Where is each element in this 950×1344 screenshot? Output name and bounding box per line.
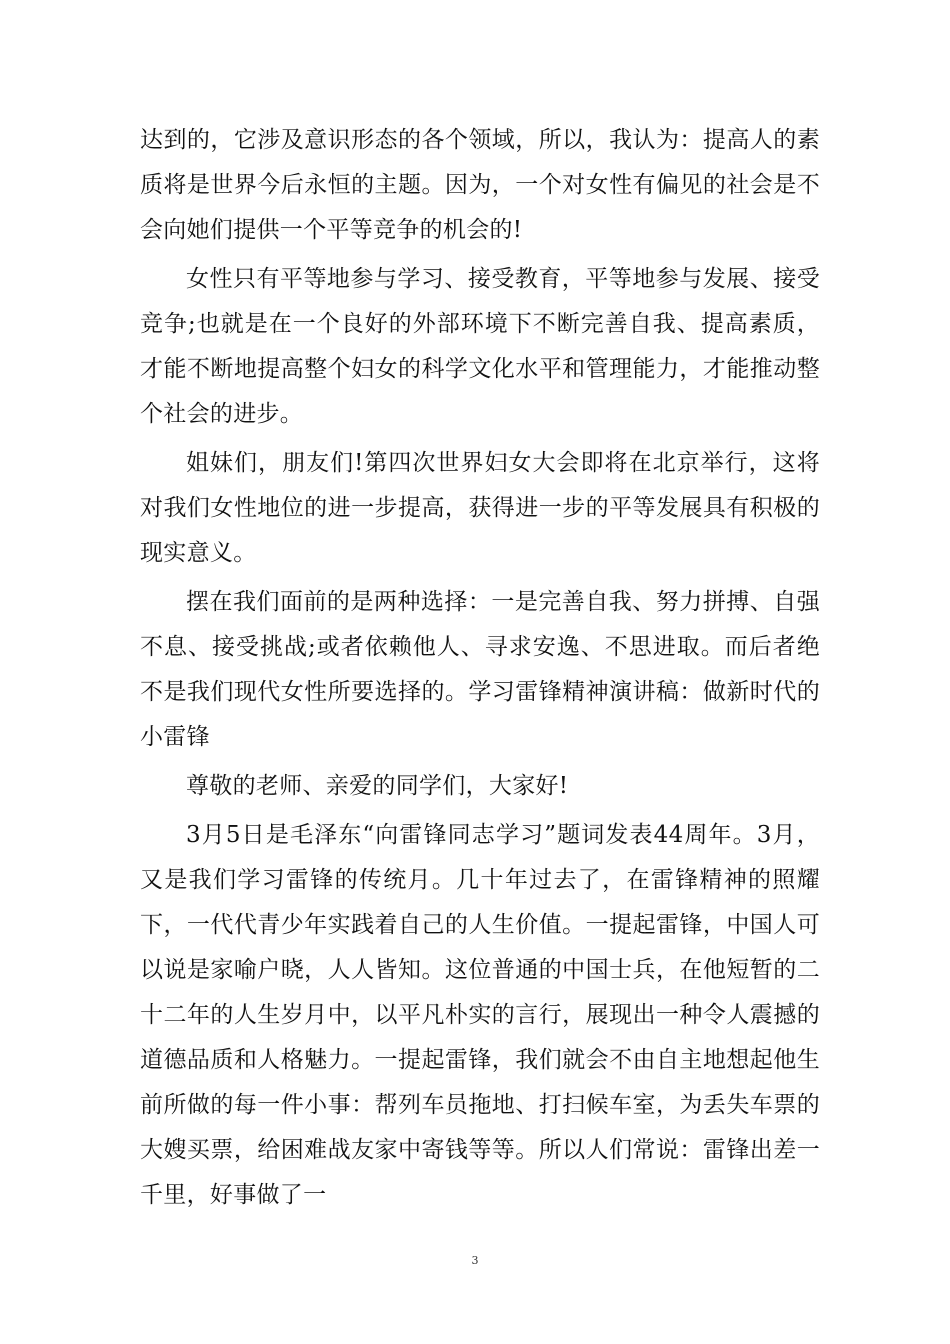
page-number: 3 (471, 1254, 479, 1267)
paragraph-4: 摆在我们面前的是两种选择：一是完善自我、努力拼搏、自强不息、接受挑战;或者依赖他人、寻求安逸、不思进取。而后者绝不是我们现代女性所要选择的。学习雷锋精神演讲稿：做新时代的小雷锋 (140, 589, 820, 750)
paragraph-2: 女性只有平等地参与学习、接受教育，平等地参与发展、接受竞争;也就是在一个良好的外部环境下不断完善自我、提高素质，才能不断地提高整个妇女的科学文化水平和管理能力，才能推动整个社会的进步。 (140, 266, 820, 427)
document-body (140, 118, 820, 1222)
paragraph-3: 姐妹们，朋友们!第四次世界妇女大会即将在北京举行，这将对我们女性地位的进一步提高，获得进一步的平等发展具有积极的现实意义。 (140, 450, 820, 566)
paragraph-1: 达到的，它涉及意识形态的各个领域，所以，我认为：提高人的素质将是世界今后永恒的主题。因为，一个对女性有偏见的社会是不会向她们提供一个平等竞争的机会的! (140, 127, 820, 243)
paragraph-6: 3月5日是毛泽东“向雷锋同志学习”题词发表44周年。3月，又是我们学习雷锋的传统月。几十年过去了，在雷锋精神的照耀下，一代代青少年实践着自己的人生价值。一提起雷锋，中国人可以说是家喻户晓，人人皆知。这位普通的中国士兵，在他短暂的二十二年的人生岁月中，以平凡朴实的言行，展现出一种令人震撼的道德品质和人格魅力。一提起雷锋，我们就会不由自主地想起他生前所做的每一件小事：帮列车员拖地、打扫候车室，为丢失车票的大嫂买票，给困难战友家中寄钱等等。所以人们常说：雷锋出差一千里，好事做了一 (140, 822, 820, 1208)
paragraph-5: 尊敬的老师、亲爱的同学们，大家好! (186, 773, 569, 799)
